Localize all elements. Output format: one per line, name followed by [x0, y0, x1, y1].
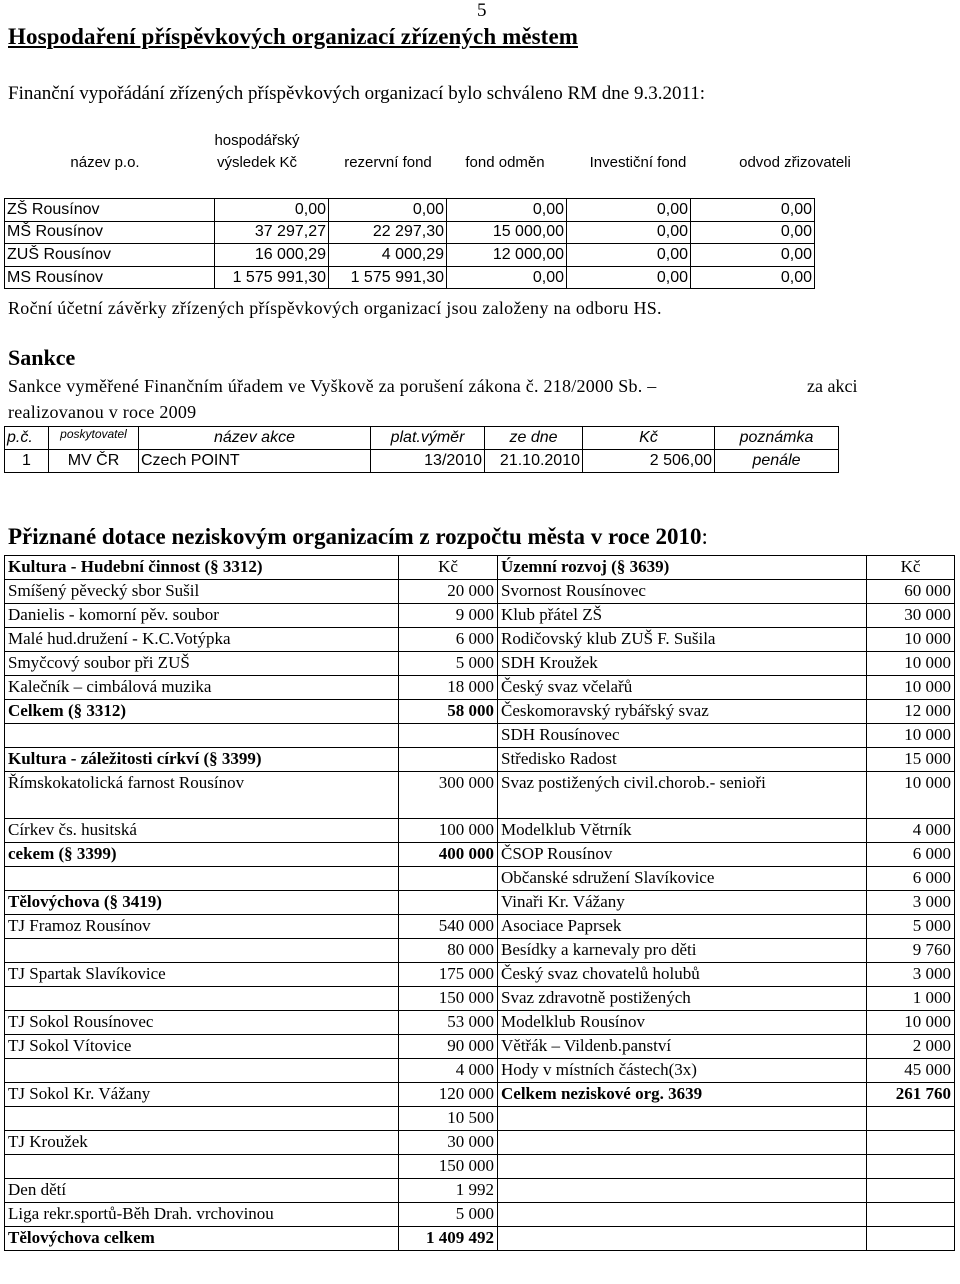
left-org-cell: TJ Sokol Kr. Vážany	[5, 1083, 399, 1107]
table-row	[5, 1035, 955, 1059]
right-org-cell: Větřák – Vildenb.panství	[498, 1035, 867, 1059]
left-org-cell: Římskokatolická farnost Rousínov	[5, 772, 399, 819]
page-number: 5	[477, 0, 487, 21]
table-row	[5, 580, 955, 604]
value-cell: 0,00	[691, 199, 815, 222]
right-amount-cell: 261 760	[867, 1083, 955, 1107]
left-amount-cell: 10 500	[399, 1107, 498, 1131]
table-row	[5, 199, 815, 222]
table-row	[5, 1227, 955, 1251]
right-amount-cell: Kč	[867, 556, 955, 580]
value-cell: 0,00	[691, 266, 815, 289]
left-amount-cell: 9 000	[399, 604, 498, 628]
right-amount-cell: 4 000	[867, 819, 955, 843]
value-cell: 0,00	[215, 199, 329, 222]
col-pc: p.č.	[5, 427, 49, 450]
right-org-cell	[498, 1227, 867, 1251]
table-row	[5, 1059, 955, 1083]
right-amount-cell: 2 000	[867, 1035, 955, 1059]
value-cell: 16 000,29	[215, 244, 329, 267]
value-cell: 15 000,00	[447, 221, 567, 244]
header-result-line2: výsledek Kč	[216, 154, 298, 171]
right-org-cell: Český svaz chovatelů holubů	[498, 963, 867, 987]
col-assessment: plat.výměr	[371, 427, 485, 450]
value-cell: 0,00	[447, 266, 567, 289]
left-amount-cell: 120 000	[399, 1083, 498, 1107]
left-amount-cell: 150 000	[399, 1155, 498, 1179]
cell-pc: 1	[5, 450, 49, 473]
right-org-cell: Hody v místních částech(3x)	[498, 1059, 867, 1083]
fin-table	[4, 198, 815, 289]
right-amount-cell: 10 000	[867, 772, 955, 819]
right-amount-cell: 3 000	[867, 891, 955, 915]
right-org-cell: Rodičovský klub ZUŠ F. Sušila	[498, 628, 867, 652]
left-org-cell	[5, 987, 399, 1011]
table-row	[5, 1179, 955, 1203]
table-row	[5, 1131, 955, 1155]
sanctions-text-suffix: za akci	[807, 376, 858, 396]
right-amount-cell: 15 000	[867, 748, 955, 772]
left-amount-cell: 540 000	[399, 915, 498, 939]
right-amount-cell: 5 000	[867, 915, 955, 939]
grants-title	[8, 524, 708, 550]
right-org-cell	[498, 1203, 867, 1227]
right-org-cell: Modelklub Rousínov	[498, 1011, 867, 1035]
left-org-cell: Kultura - záležitosti církví (§ 3399)	[5, 748, 399, 772]
left-org-cell: Tělovýchova celkem	[5, 1227, 399, 1251]
left-org-cell	[5, 1107, 399, 1131]
left-org-cell	[5, 1059, 399, 1083]
left-org-cell: Tělovýchova (§ 3419)	[5, 891, 399, 915]
left-org-cell: cekem (§ 3399)	[5, 843, 399, 867]
table-row	[5, 987, 955, 1011]
cell-event: Czech POINT	[139, 450, 371, 473]
sanctions-text-line2: realizovanou v roce 2009	[8, 402, 197, 422]
right-amount-cell: 6 000	[867, 867, 955, 891]
left-amount-cell: 6 000	[399, 628, 498, 652]
col-date: ze dne	[485, 427, 583, 450]
left-amount-cell	[399, 724, 498, 748]
section-title: Hospodaření příspěvkových organizací zřízených městem	[8, 24, 579, 49]
right-org-cell	[498, 1155, 867, 1179]
right-org-cell: Svornost Rousínovec	[498, 580, 867, 604]
org-name-cell: MS Rousínov	[5, 266, 215, 289]
right-org-cell: Klub přátel ZŠ	[498, 604, 867, 628]
table-row	[5, 700, 955, 724]
left-amount-cell: 80 000	[399, 939, 498, 963]
header-result-line1: hospodářský	[214, 132, 300, 149]
left-amount-cell: 5 000	[399, 1203, 498, 1227]
left-amount-cell: 175 000	[399, 963, 498, 987]
value-cell: 0,00	[329, 199, 447, 222]
right-org-cell: Český svaz včelařů	[498, 676, 867, 700]
value-cell: 0,00	[567, 221, 691, 244]
org-name-cell: MŠ Rousínov	[5, 221, 215, 244]
right-amount-cell	[867, 1179, 955, 1203]
grants-title-text: Přiznané dotace neziskovým organizacím z rozpočtu města v roce 2010	[8, 524, 702, 549]
left-org-cell: Kultura - Hudební činnost (§ 3312)	[5, 556, 399, 580]
right-org-cell: Občanské sdružení Slavíkovice	[498, 867, 867, 891]
left-org-cell: Církev čs. husitská	[5, 819, 399, 843]
right-amount-cell: 12 000	[867, 700, 955, 724]
intro-text: Finanční vypořádání zřízených příspěvkových organizací bylo schváleno RM dne 9.3.2011:	[8, 83, 706, 104]
header-name: název p.o.	[70, 154, 140, 171]
right-org-cell: Celkem neziskové org. 3639	[498, 1083, 867, 1107]
table-row	[5, 244, 815, 267]
grants-table	[4, 555, 955, 1251]
col-note: poznámka	[715, 427, 839, 450]
left-org-cell: Smíšený pěvecký sbor Sušil	[5, 580, 399, 604]
left-org-cell	[5, 939, 399, 963]
right-org-cell	[498, 1107, 867, 1131]
value-cell: 22 297,30	[329, 221, 447, 244]
left-amount-cell: 90 000	[399, 1035, 498, 1059]
left-org-cell: Liga rekr.sportů-Běh Drah. vrchovinou	[5, 1203, 399, 1227]
left-amount-cell	[399, 748, 498, 772]
right-org-cell: SDH Kroužek	[498, 652, 867, 676]
right-amount-cell: 30 000	[867, 604, 955, 628]
table-row	[5, 748, 955, 772]
right-org-cell: Modelklub Větrník	[498, 819, 867, 843]
right-amount-cell: 45 000	[867, 1059, 955, 1083]
left-amount-cell: 150 000	[399, 987, 498, 1011]
sanctions-table	[4, 426, 839, 473]
table-row	[5, 963, 955, 987]
right-org-cell: Vinaři Kr. Vážany	[498, 891, 867, 915]
annual-note: Roční účetní závěrky zřízených příspěvkových organizací jsou založeny na odboru HS.	[8, 298, 662, 318]
col-amount: Kč	[583, 427, 715, 450]
cell-assessment: 13/2010	[371, 450, 485, 473]
right-amount-cell	[867, 1107, 955, 1131]
table-row	[5, 1011, 955, 1035]
value-cell: 0,00	[447, 199, 567, 222]
table-row	[5, 556, 955, 580]
value-cell: 0,00	[691, 244, 815, 267]
left-org-cell: TJ Framoz Rousínov	[5, 915, 399, 939]
right-amount-cell	[867, 1155, 955, 1179]
value-cell: 0,00	[567, 199, 691, 222]
left-amount-cell: 5 000	[399, 652, 498, 676]
left-org-cell	[5, 724, 399, 748]
left-amount-cell: 30 000	[399, 1131, 498, 1155]
org-name-cell: ZŠ Rousínov	[5, 199, 215, 222]
header-rewards: fond odměn	[465, 154, 545, 171]
left-org-cell: Celkem (§ 3312)	[5, 700, 399, 724]
table-row	[5, 1107, 955, 1131]
right-amount-cell: 10 000	[867, 676, 955, 700]
table-row	[5, 266, 815, 289]
value-cell: 1 575 991,30	[215, 266, 329, 289]
grants-title-suffix: :	[701, 524, 708, 549]
left-org-cell: TJ Sokol Vítovice	[5, 1035, 399, 1059]
right-org-cell: SDH Rousínovec	[498, 724, 867, 748]
right-amount-cell: 10 000	[867, 1011, 955, 1035]
left-amount-cell: 300 000	[399, 772, 498, 819]
left-org-cell: TJ Spartak Slavíkovice	[5, 963, 399, 987]
right-org-cell: Územní rozvoj (§ 3639)	[498, 556, 867, 580]
left-amount-cell: 1 992	[399, 1179, 498, 1203]
table-row	[5, 843, 955, 867]
right-amount-cell: 10 000	[867, 724, 955, 748]
table-row	[5, 604, 955, 628]
left-org-cell	[5, 867, 399, 891]
left-amount-cell: 20 000	[399, 580, 498, 604]
table-row	[5, 676, 955, 700]
value-cell: 12 000,00	[447, 244, 567, 267]
right-org-cell: Besídky a karnevaly pro děti	[498, 939, 867, 963]
right-org-cell: Středisko Radost	[498, 748, 867, 772]
table-row	[5, 915, 955, 939]
right-amount-cell: 9 760	[867, 939, 955, 963]
value-cell: 0,00	[567, 244, 691, 267]
right-amount-cell: 6 000	[867, 843, 955, 867]
right-amount-cell	[867, 1203, 955, 1227]
right-org-cell: Svaz postižených civil.chorob.- senioři	[498, 772, 867, 819]
left-amount-cell	[399, 891, 498, 915]
right-org-cell: ČSOP Rousínov	[498, 843, 867, 867]
table-row	[5, 1155, 955, 1179]
value-cell: 4 000,29	[329, 244, 447, 267]
header-invest: Investiční fond	[589, 154, 687, 171]
cell-amount: 2 506,00	[583, 450, 715, 473]
value-cell: 0,00	[691, 221, 815, 244]
table-row	[5, 819, 955, 843]
col-event: název akce	[139, 427, 371, 450]
right-amount-cell: 3 000	[867, 963, 955, 987]
left-amount-cell: 58 000	[399, 700, 498, 724]
cell-date: 21.10.2010	[485, 450, 583, 473]
table-row	[5, 772, 955, 819]
sanctions-title: Sankce	[8, 345, 76, 370]
left-amount-cell: Kč	[399, 556, 498, 580]
left-amount-cell: 100 000	[399, 819, 498, 843]
right-amount-cell: 60 000	[867, 580, 955, 604]
left-amount-cell: 400 000	[399, 843, 498, 867]
header-transfer: odvod zřizovateli	[739, 154, 851, 171]
right-org-cell: Svaz zdravotně postižených	[498, 987, 867, 1011]
value-cell: 1 575 991,30	[329, 266, 447, 289]
right-org-cell: Asociace Paprsek	[498, 915, 867, 939]
value-cell: 0,00	[567, 266, 691, 289]
col-provider: poskytovatel	[49, 427, 139, 450]
table-row	[5, 1083, 955, 1107]
table-row	[5, 724, 955, 748]
sanctions-text: Sankce vyměřené Finančním úřadem ve Vyškově za porušení zákona č. 218/2000 Sb. –	[8, 376, 657, 396]
table-row	[5, 867, 955, 891]
sanctions-header-row	[5, 427, 839, 450]
right-amount-cell	[867, 1227, 955, 1251]
table-row	[5, 891, 955, 915]
left-amount-cell: 1 409 492	[399, 1227, 498, 1251]
left-org-cell: TJ Sokol Rousínovec	[5, 1011, 399, 1035]
left-amount-cell: 18 000	[399, 676, 498, 700]
left-org-cell: TJ Kroužek	[5, 1131, 399, 1155]
left-amount-cell: 4 000	[399, 1059, 498, 1083]
right-amount-cell: 10 000	[867, 652, 955, 676]
left-org-cell: Den dětí	[5, 1179, 399, 1203]
org-name-cell: ZUŠ Rousínov	[5, 244, 215, 267]
right-amount-cell: 1 000	[867, 987, 955, 1011]
left-org-cell: Smyčcový soubor při ZUŠ	[5, 652, 399, 676]
table-row	[5, 652, 955, 676]
table-row	[5, 450, 839, 473]
right-org-cell: Českomoravský rybářský svaz	[498, 700, 867, 724]
left-amount-cell: 53 000	[399, 1011, 498, 1035]
right-org-cell	[498, 1131, 867, 1155]
right-amount-cell	[867, 1131, 955, 1155]
value-cell: 37 297,27	[215, 221, 329, 244]
cell-note: penále	[715, 450, 839, 473]
table-row	[5, 939, 955, 963]
left-org-cell: Malé hud.družení - K.C.Votýpka	[5, 628, 399, 652]
header-reserve: rezervní fond	[344, 154, 432, 171]
right-amount-cell: 10 000	[867, 628, 955, 652]
table-row	[5, 628, 955, 652]
left-org-cell: Danielis - komorní pěv. soubor	[5, 604, 399, 628]
table-row	[5, 221, 815, 244]
left-amount-cell	[399, 867, 498, 891]
left-org-cell	[5, 1155, 399, 1179]
right-org-cell	[498, 1179, 867, 1203]
table-row	[5, 1203, 955, 1227]
left-org-cell: Kalečník – cimbálová muzika	[5, 676, 399, 700]
cell-provider: MV ČR	[49, 450, 139, 473]
